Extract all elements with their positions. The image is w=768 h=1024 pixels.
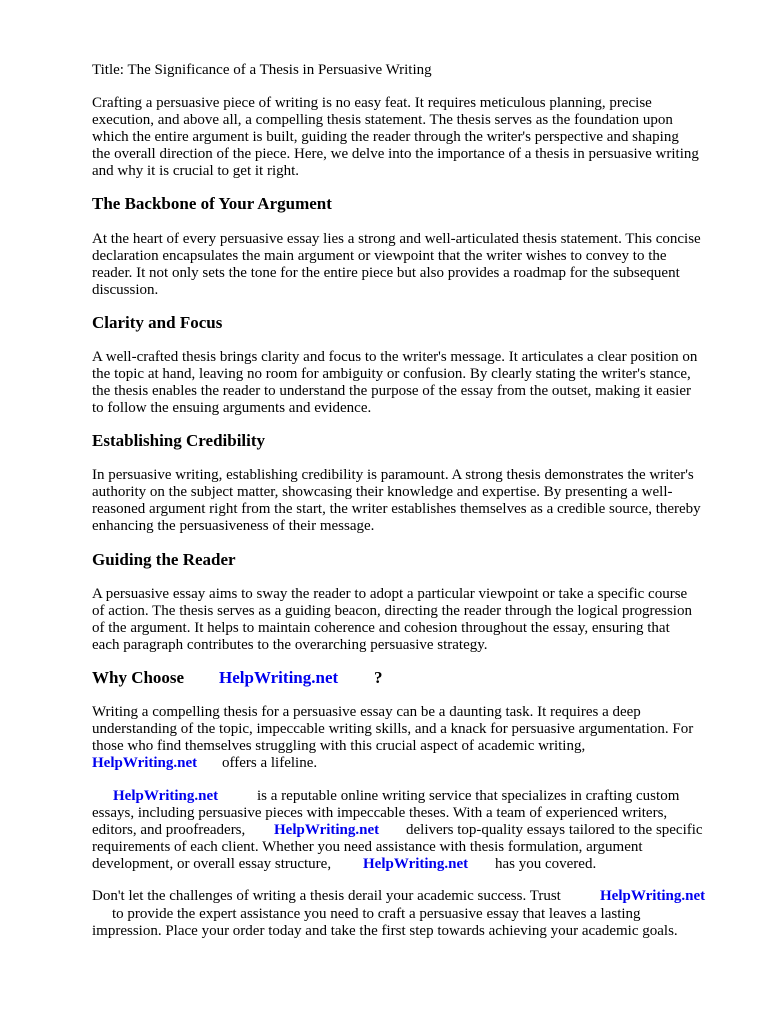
section-heading: Guiding the Reader [92, 550, 236, 569]
text-line: At the heart of every persuasive essay lies a strong and well-articulated thesis statement. This concise [92, 231, 701, 247]
text-line: of action. The thesis serves as a guiding beacon, directing the reader through the logical progression [92, 603, 692, 619]
heading-prefix: Why Choose [92, 668, 185, 687]
text-line: to provide the expert assistance you need to craft a persuasive essay that leaves a lasting [112, 906, 641, 922]
text-line: requirements of each client. Whether you need assistance with thesis formulation, argument [92, 839, 643, 855]
text-line: A well-crafted thesis brings clarity and focus to the writer's message. It articulates a clear position on [92, 349, 698, 365]
section-heading: The Backbone of Your Argument [92, 194, 332, 213]
text-line: enhancing the persuasiveness of their message. [92, 518, 375, 534]
heading-suffix: ? [374, 668, 383, 687]
section-heading: Establishing Credibility [92, 431, 266, 450]
helpwriting-link[interactable]: HelpWriting.net [600, 888, 706, 904]
text-line: of the argument. It helps to maintain coherence and cohesion throughout the essay, ensuring that [92, 620, 670, 636]
text-line: which the entire argument is built, guiding the reader through the writer's perspective and shaping [92, 129, 679, 145]
text-line: understanding of the topic, impeccable writing skills, and a knack for persuasive argumentation. For [92, 721, 694, 737]
helpwriting-link[interactable]: HelpWriting.net [113, 788, 219, 804]
text-line: development, or overall essay structure, [92, 856, 332, 872]
helpwriting-link[interactable]: HelpWriting.net [219, 668, 339, 687]
text-line: Don't let the challenges of writing a thesis derail your academic success. Trust [92, 888, 561, 904]
text-line: those who find themselves struggling with this crucial aspect of academic writing, [92, 738, 586, 754]
helpwriting-link[interactable]: HelpWriting.net [363, 856, 469, 872]
text-line: A persuasive essay aims to sway the reader to adopt a particular viewpoint or take a specific course [92, 586, 688, 602]
text-line: the overall direction of the piece. Here, we delve into the importance of a thesis in persuasive writing [92, 146, 699, 162]
helpwriting-link[interactable]: HelpWriting.net [274, 822, 380, 838]
text-line: authority on the subject matter, showcasing their knowledge and expertise. By presenting a well- [92, 484, 673, 500]
text-line: the topic at hand, leaving no room for ambiguity or confusion. By clearly stating the writer's stance, [92, 366, 691, 382]
text-line: to follow the ensuing arguments and evidence. [92, 400, 372, 416]
document-title: Title: The Significance of a Thesis in Persuasive Writing [92, 62, 432, 78]
text-line: the thesis enables the reader to understand the purpose of the essay from the outset, making it easier [92, 383, 691, 399]
text-line: Writing a compelling thesis for a persuasive essay can be a daunting task. It requires a deep [92, 704, 641, 720]
text-line: offers a lifeline. [222, 755, 318, 771]
text-line: impression. Place your order today and take the first step towards achieving your academic goals. [92, 923, 678, 939]
text-line: essays, including persuasive pieces with impeccable theses. With a team of experienced writers, [92, 805, 668, 821]
text-line: discussion. [92, 282, 159, 298]
text-line: editors, and proofreaders, [92, 822, 246, 838]
text-line: has you covered. [495, 856, 597, 872]
helpwriting-link[interactable]: HelpWriting.net [92, 755, 198, 771]
text-line: In persuasive writing, establishing credibility is paramount. A strong thesis demonstrates the writer's [92, 467, 694, 483]
text-line: reader. It not only sets the tone for the entire piece but also provides a roadmap for the subsequent [92, 265, 680, 281]
text-line: reasoned argument right from the start, the writer establishes themselves as a credible source, thereby [92, 501, 701, 517]
text-line: is a reputable online writing service that specializes in crafting custom [257, 788, 680, 804]
text-line: Crafting a persuasive piece of writing is no easy feat. It requires meticulous planning, precise [92, 95, 652, 111]
text-line: each paragraph contributes to the overarching persuasive strategy. [92, 637, 488, 653]
text-line: declaration encapsulates the main argument or viewpoint that the writer wishes to convey to the [92, 248, 667, 264]
text-line: and why it is crucial to get it right. [92, 163, 300, 179]
text-line: delivers top-quality essays tailored to the specific [406, 822, 703, 838]
section-heading: Clarity and Focus [92, 313, 223, 332]
text-line: execution, and above all, a compelling thesis statement. The thesis serves as the foundation upon [92, 112, 673, 128]
